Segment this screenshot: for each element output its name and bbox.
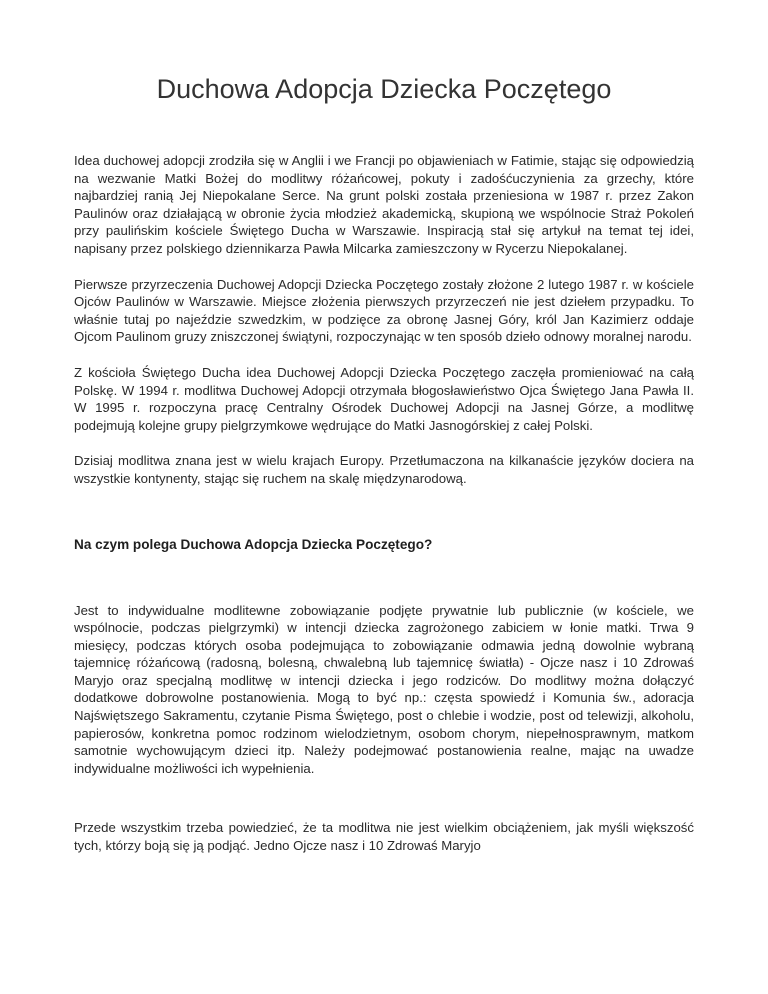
section-heading: Na czym polega Duchowa Adopcja Dziecka Poczętego? — [74, 536, 433, 552]
page-title: Duchowa Adopcja Dziecka Poczętego — [156, 74, 612, 104]
document-body — [74, 152, 694, 855]
paragraph-not-burden: Przede wszystkim trzeba powiedzieć, że ta modlitwa nie jest wielkim obciążeniem, jak myśli większość tych, którzy boją się ją podjąć. Jedno Ojcze nasz i 10 Zdrowaś Maryjo — [74, 820, 694, 854]
paragraph-first-vows: Pierwsze przyrzeczenia Duchowej Adopcji Dziecka Poczętego zostały złożone 2 lutego 1987 r. w kościele Ojców Paulinów w Warszawie. Miejsce złożenia pierwszych przyrzeczeń nie jest dziełem przypadku. To właśnie tutaj po najeździe szwedzkim, w podzięce za obronę Jasnej Góry, król Jan Kazimierz oddaje Ojcom Paulinom gruzy zniszczonej świątyni, rozpoczynając w ten sposób dzieło odnowy moralnej narodu. — [74, 276, 694, 345]
paragraph-origin: Idea duchowej adopcji zrodziła się w Anglii i we Francji po objawieniach w Fatimie, stając się odpowiedzią na wezwanie Matki Bożej do modlitwy różańcowej, pokuty i zadośćuczynienia za grzechy, które najbardziej ranią Jej Niepokalane Serce. Na grunt polski została przeniesiona w 1987 r. przez Zakon Paulinów oraz działającą w obronie życia młodzież akademicką, skupioną we wspólnocie Straż Pokoleń przy paulińskim kościele Świętego Ducha w Warszawie. Inspiracją stał się artykuł na temat tej idei, napisany przez polskiego dziennikarza Pawła Milcarka zamieszczony w Rycerzu Niepokalanej. — [74, 153, 694, 256]
paragraph-spread: Z kościoła Świętego Ducha idea Duchowej Adopcji Dziecka Poczętego zaczęła promieniować na całą Polskę. W 1994 r. modlitwa Duchowej Adopcji otrzymała błogosławieństwo Ojca Świętego Jana Pawła II. W 1995 r. rozpoczyna pracę Centralny Ośrodek Duchowej Adopcji na Jasnej Górze, a modlitwę podejmują kolejne grupy pielgrzymkowe wędrujące do Matki Jasnogórskiej z całej Polski. — [74, 364, 694, 433]
paragraph-description: Jest to indywidualne modlitewne zobowiązanie podjęte prywatnie lub publicznie (w kościele, we wspólnocie, podczas pielgrzymki) w intencji dziecka zagrożonego zabiciem w łonie matki. Trwa 9 miesięcy, podczas których osoba podejmująca to zobowiązanie odmawia jedną dowolnie wybraną tajemnicę różańcową (radosną, bolesną, chwalebną lub tajemnicę światła) - Ojcze nasz i 10 Zdrowaś Maryjo oraz specjalną modlitwę w intencji dziecka i jego rodziców. Do modlitwy można dołączyć dodatkowe dobrowolne postanowienia. Mogą to być np.: częsta spowiedź i Komunia św., adoracja Najświętszego Sakramentu, czytanie Pisma Świętego, post o chlebie i wodzie, post od telewizji, alkoholu, papierosów, konkretna pomoc rodzinom wielodzietnym, osobom chorym, niepełnosprawnym, matkom samotnie wychowującym dzieci itp. Należy podejmować postanowienia realne, mając na uwadze indywidualne możliwości ich wypełnienia. — [74, 602, 694, 776]
paragraph-international: Dzisiaj modlitwa znana jest w wielu krajach Europy. Przetłumaczona na kilkanaście języków dociera na wszystkie kontynenty, stając się ruchem na skalę międzynarodową. — [74, 453, 694, 486]
